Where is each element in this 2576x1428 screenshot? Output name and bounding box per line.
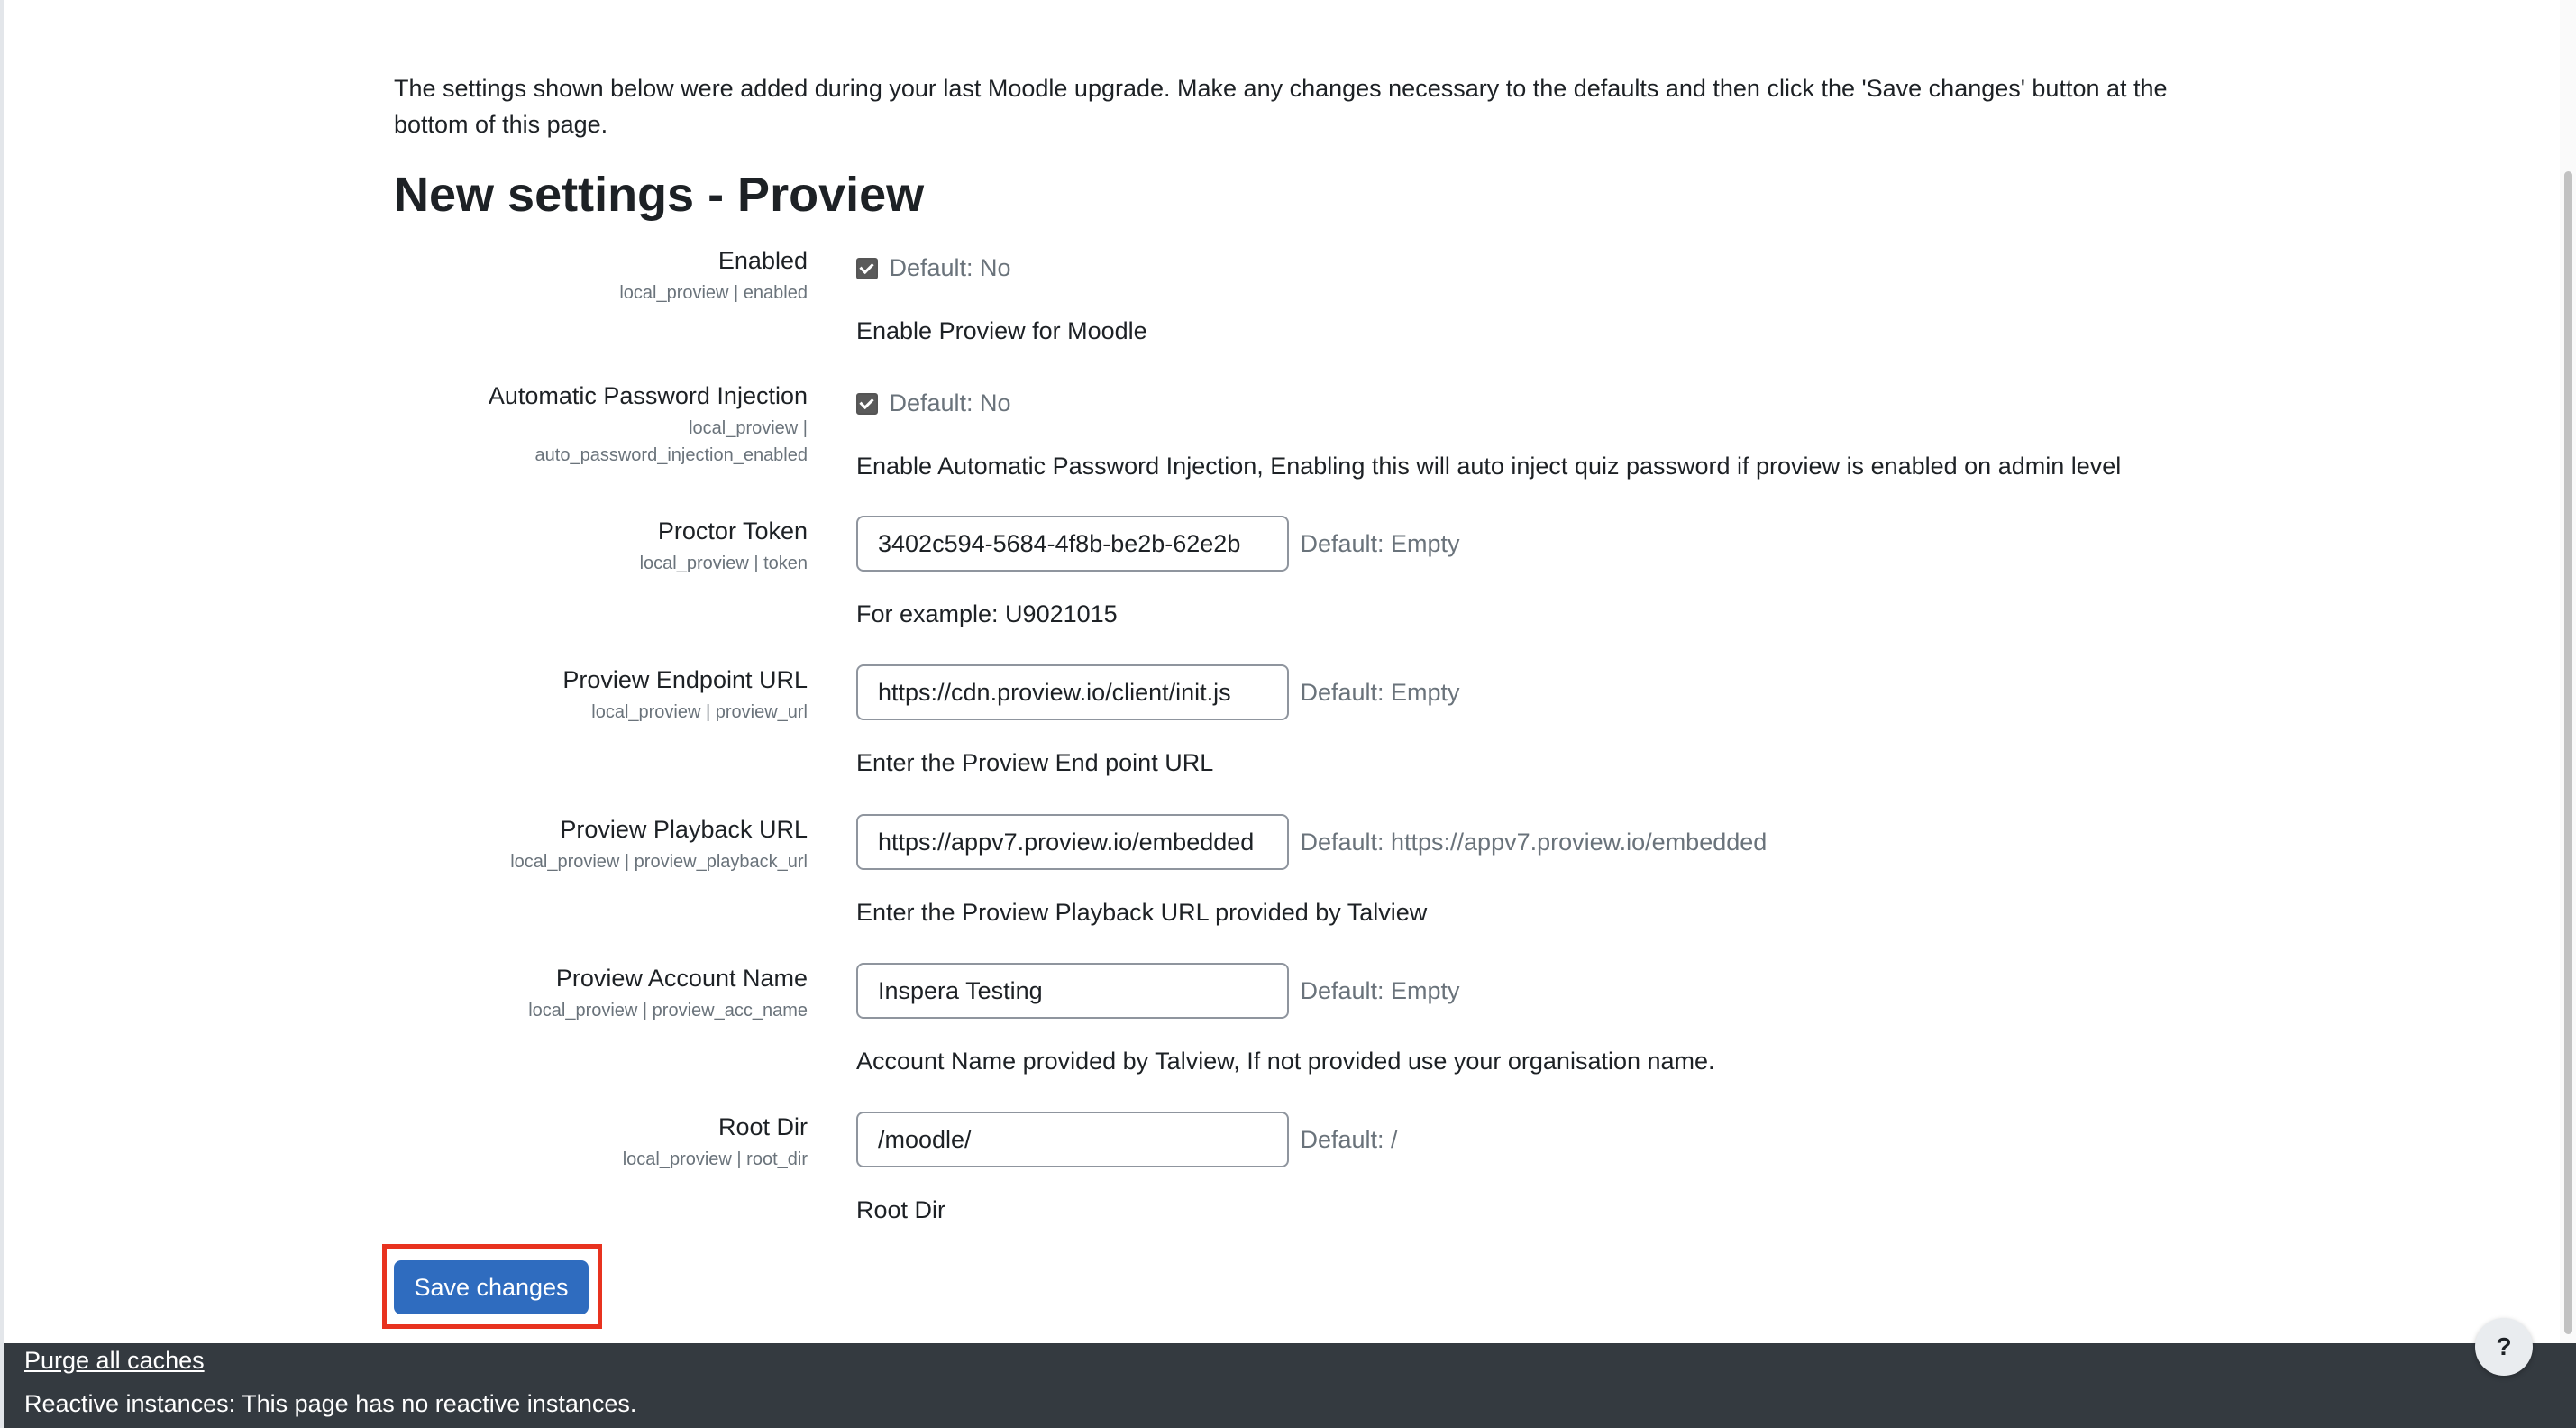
proview-endpoint-url-input[interactable]: https://cdn.proview.io/client/init.js <box>856 664 1289 720</box>
auto-password-injection-checkbox[interactable] <box>856 393 878 415</box>
setting-field <box>856 664 1460 720</box>
setting-default: Default: Empty <box>1300 678 1460 706</box>
setting-description: For example: U9021015 <box>856 600 1118 627</box>
setting-key <box>357 415 808 469</box>
setting-key: local_proview | enabled <box>619 283 808 303</box>
setting-key: local_proview | proview_playback_url <box>510 852 808 872</box>
purge-all-caches-link[interactable]: Purge all caches <box>24 1347 205 1374</box>
setting-field <box>856 389 1011 417</box>
setting-label-group <box>357 380 808 469</box>
setting-key: local_proview | token <box>639 554 808 573</box>
setting-description: Enter the Proview Playback URL provided by Talview <box>856 899 1428 926</box>
left-border <box>0 0 4 1428</box>
setting-label: Proview Endpoint URL <box>562 666 808 693</box>
setting-default: Default: / <box>1300 1125 1398 1153</box>
setting-field <box>856 814 1767 870</box>
scrollbar-thumb[interactable] <box>2564 171 2572 1334</box>
root-dir-input[interactable]: /moodle/ <box>856 1112 1289 1167</box>
setting-label-group <box>357 963 808 1024</box>
setting-key-line1: local_proview | <box>689 418 808 438</box>
setting-field <box>856 963 1460 1019</box>
setting-label: Automatic Password Injection <box>488 382 808 409</box>
setting-label: Proctor Token <box>657 517 808 545</box>
setting-default: Default: Empty <box>1300 976 1460 1004</box>
setting-label-group <box>357 1112 808 1173</box>
setting-default: Default: Empty <box>1300 529 1460 557</box>
page-title: New settings - Proview <box>394 168 925 222</box>
setting-default: Default: No <box>889 254 1011 281</box>
scrollbar-track[interactable] <box>2560 0 2576 1343</box>
setting-label: Root Dir <box>717 1113 808 1140</box>
setting-key: local_proview | root_dir <box>622 1149 808 1169</box>
setting-field <box>856 1112 1398 1167</box>
setting-label-group <box>357 516 808 577</box>
setting-default: Default: https://appv7.proview.io/embedded <box>1300 828 1768 856</box>
setting-label: Proview Account Name <box>555 965 808 992</box>
setting-default: Default: No <box>889 389 1011 416</box>
reactive-instances-note: Reactive instances: This page has no reactive instances. <box>24 1390 637 1417</box>
setting-description: Account Name provided by Talview, If not provided use your organisation name. <box>856 1048 1715 1075</box>
save-changes-button[interactable]: Save changes <box>394 1260 589 1314</box>
setting-key: local_proview | proview_acc_name <box>528 1001 808 1021</box>
help-button[interactable]: ? <box>2475 1318 2533 1376</box>
setting-key: local_proview | proview_url <box>591 702 808 722</box>
proview-playback-url-input[interactable]: https://appv7.proview.io/embedded <box>856 814 1289 870</box>
setting-label-group <box>357 245 808 307</box>
setting-label-group <box>357 664 808 726</box>
setting-description: Enable Automatic Password Injection, Enabling this will auto inject quiz password if proview is enabled on admin level <box>856 453 2122 480</box>
setting-label: Proview Playback URL <box>560 816 808 843</box>
proctor-token-input[interactable]: 3402c594-5684-4f8b-be2b-62e2b <box>856 516 1289 572</box>
proview-account-name-input[interactable]: Inspera Testing <box>856 963 1289 1019</box>
setting-label: Enabled <box>717 247 808 274</box>
setting-field <box>856 516 1460 572</box>
setting-description: Root Dir <box>856 1196 946 1223</box>
enabled-checkbox[interactable] <box>856 258 878 279</box>
setting-description: Enable Proview for Moodle <box>856 317 1147 344</box>
setting-description: Enter the Proview End point URL <box>856 749 1214 776</box>
intro-text: The settings shown below were added during your last Moodle upgrade. Make any changes necessary to the defaults and then click the 'Save changes' button at the bottom of this page. <box>394 75 2168 138</box>
setting-field <box>856 254 1011 282</box>
setting-label-group <box>357 814 808 875</box>
setting-key-line2: auto_password_injection_enabled <box>534 445 808 465</box>
